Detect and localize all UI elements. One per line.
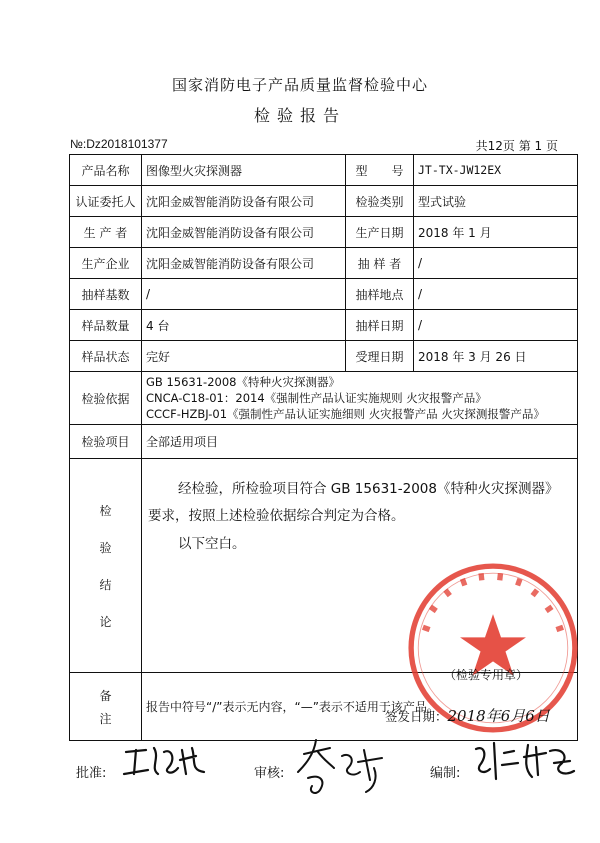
conclusion-text: 经检验，所检验项目符合 GB 15631-2008《特种火灾探测器》 [178,481,559,497]
value-sample-place: / [414,279,578,310]
approve-label: 批准: [76,766,107,781]
document-number: №:Dz2018101377 [70,137,168,151]
value-production-date: 2018 年 1 月 [414,217,578,248]
label-sample-date: 抽样日期 [346,310,414,341]
table-row [70,279,578,310]
label-test-type: 检验类别 [346,186,414,217]
value-remark: 报告中符号“/”表示无内容，“—”表示不适用于该产品。 [142,673,578,741]
basis-line: CCCF-HZBJ-01《强制性产品认证实施细则 火灾报警产品 火灾探测报警产品》 [146,407,545,421]
value-items: 全部适用项目 [142,425,578,459]
label-remark [70,673,142,741]
table-row [70,217,578,248]
label-conclusion [70,459,142,673]
organization-name: 国家消防电子产品质量监督检验中心 [171,76,428,94]
label-basis: 检验依据 [70,372,142,425]
conclusion-label-char: 检 [99,503,112,518]
label-sample-place: 抽样地点 [346,279,414,310]
table-row [70,248,578,279]
value-sample-state: 完好 [142,341,346,372]
value-client: 沈阳金威智能消防设备有限公司 [142,186,346,217]
value-factory: 沈阳金威智能消防设备有限公司 [142,248,346,279]
label-model: 型 号 [346,155,414,186]
conclusion-text: 以下空白。 [178,536,246,552]
label-items: 检验项目 [70,425,142,459]
remark-label-char: 备 [99,688,112,703]
approve-signature-icon [120,738,212,782]
label-production-date: 生产日期 [346,217,414,248]
value-product-name: 图像型火灾探测器 [142,155,346,186]
table-row [70,459,578,673]
issue-date-line [385,705,550,726]
review-signature-icon [290,734,390,800]
table-row [70,155,578,186]
page-count: 共12页 第 1 页 [475,139,558,153]
conclusion-label-char: 验 [99,540,112,555]
value-sample-date: / [414,310,578,341]
value-model: JT-TX-JW12EX [414,155,578,186]
label-sampler: 抽 样 者 [346,248,414,279]
table-row [70,341,578,372]
conclusion-label-char: 结 [99,577,112,592]
edit-label: 编制: [430,766,461,781]
report-title: 检验报告 [253,106,346,125]
value-basis [142,372,578,425]
label-sample-state: 样品状态 [70,341,142,372]
value-test-type: 型式试验 [414,186,578,217]
label-product-name: 产品名称 [70,155,142,186]
issue-date: 2018年6月6日 [447,707,550,725]
label-manufacturer: 生 产 者 [70,217,142,248]
value-accept-date: 2018 年 3 月 26 日 [414,341,578,372]
table-row [70,310,578,341]
label-client: 认证委托人 [70,186,142,217]
conclusion-text: 要求，按照上述检验依据综合判定为合格。 [148,508,405,524]
basis-line: GB 15631-2008《特种火灾探测器》 [146,375,340,389]
label-factory: 生产企业 [70,248,142,279]
conclusion-label-char: 论 [99,614,112,629]
value-sampler: / [414,248,578,279]
remark-label-char: 注 [99,711,112,726]
label-sample-quantity: 样品数量 [70,310,142,341]
table-row [70,186,578,217]
review-label: 审核: [254,766,285,781]
value-sample-base: / [142,279,346,310]
report-table [69,154,578,741]
table-row [70,425,578,459]
edit-signature-icon [470,735,580,785]
issue-date-label: 签发日期： [385,709,448,724]
stamp-label: （检验专用章） [444,668,529,682]
label-sample-base: 抽样基数 [70,279,142,310]
label-accept-date: 受理日期 [346,341,414,372]
table-row [70,372,578,425]
value-manufacturer: 沈阳金威智能消防设备有限公司 [142,217,346,248]
basis-line: CNCA-C18-01：2014《强制性产品认证实施规则 火灾报警产品》 [146,391,487,405]
value-sample-quantity: 4 台 [142,310,346,341]
